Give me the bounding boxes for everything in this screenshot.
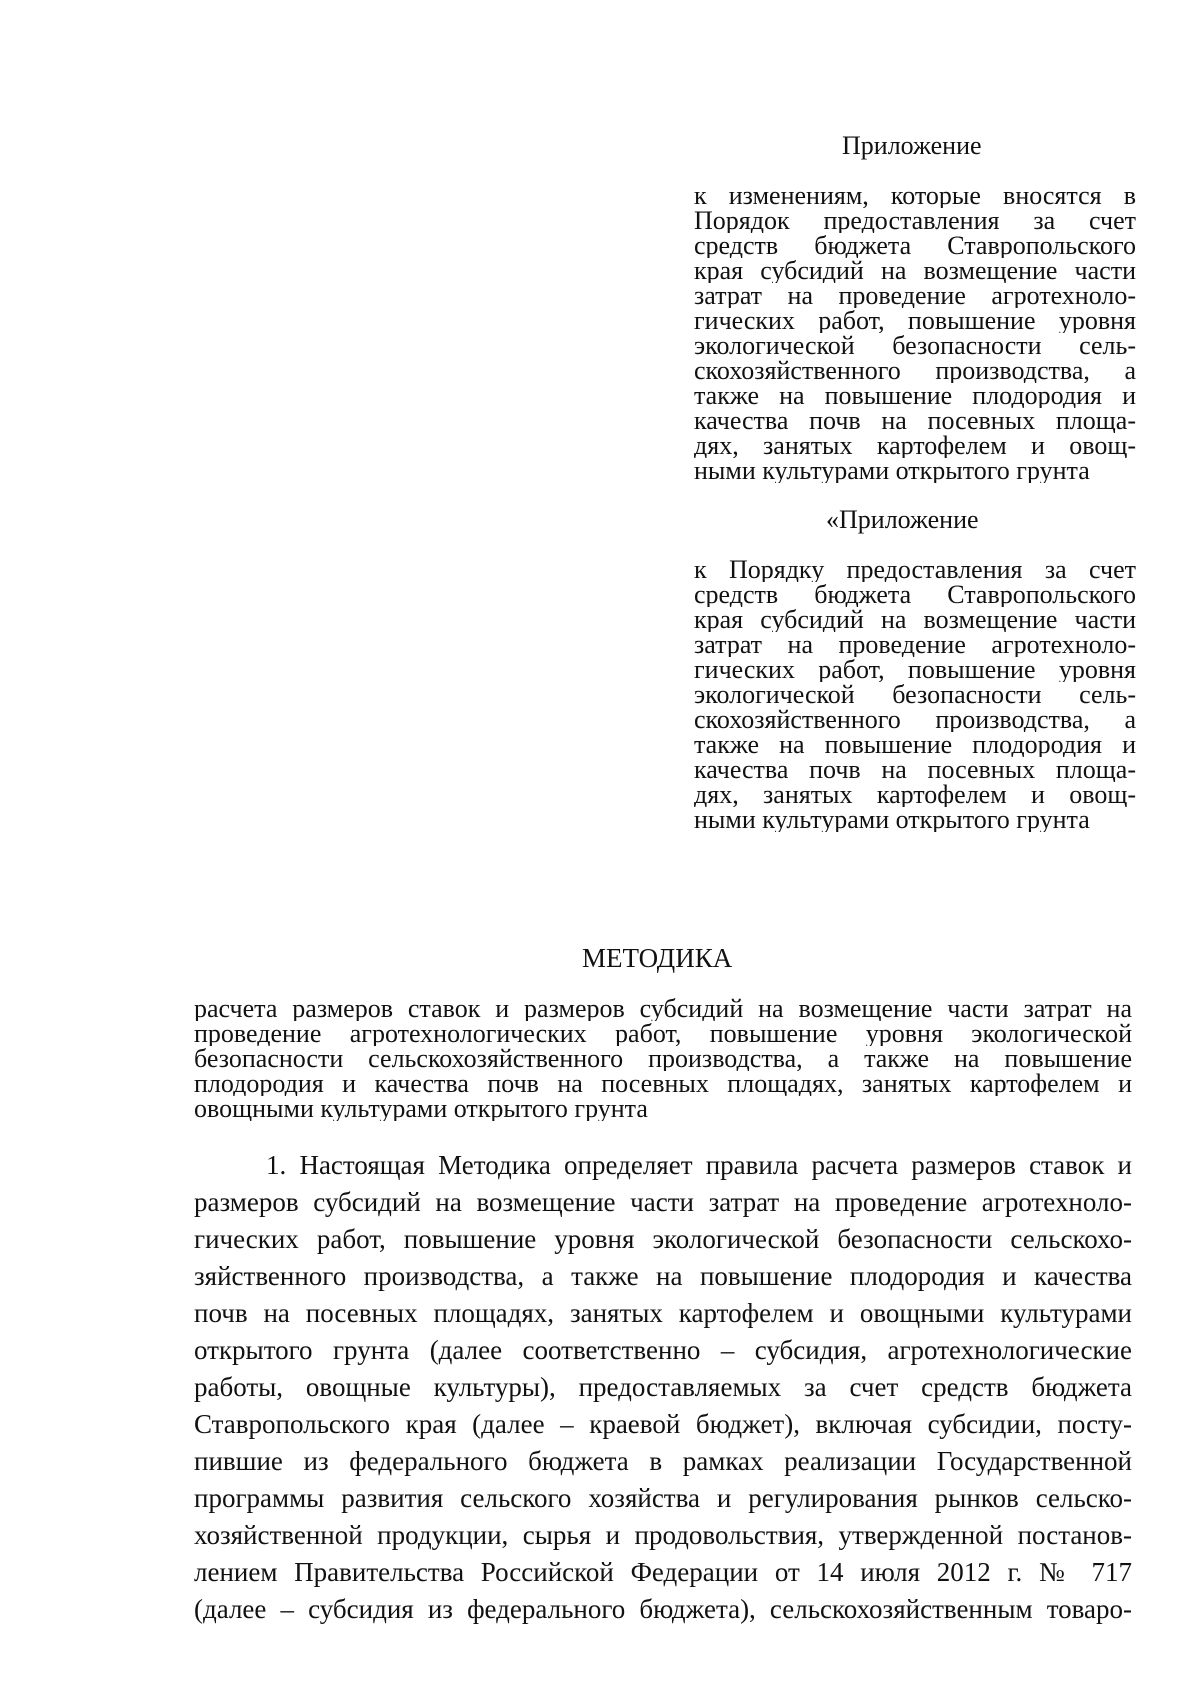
appendix-line: края субсидий на возмещение части (694, 258, 1136, 283)
body-line: пившие из федерального бюджета в рамках реализации Государственной (194, 1446, 1132, 1476)
inner-appendix-line: также на повышение плодородия и (694, 732, 1136, 757)
methodika-subtitle-line: проведение агротехнологических работ, повышение уровня экологической (194, 1021, 1132, 1046)
inner-appendix-line: скохозяйственного производства, а (694, 707, 1136, 732)
body-line: открытого грунта (далее соответственно – субсидия, агротехнологические (194, 1335, 1132, 1365)
body-line: (далее – субсидия из федерального бюджета), сельскохозяйственным товаро- (194, 1594, 1132, 1624)
body-line: лением Правительства Российской Федерации от 14 июля 2012 г. № 717 (194, 1557, 1132, 1587)
appendix-title: Приложение (842, 131, 982, 160)
inner-appendix-line: экологической безопасности сель- (694, 682, 1136, 707)
appendix-line: к изменениям, которые вносятся в (694, 183, 1136, 208)
body-line: 1. Настоящая Методика определяет правила расчета размеров ставок и (266, 1150, 1132, 1180)
methodika-subtitle (194, 996, 1132, 1121)
inner-appendix-line: ными культурами открытого грунта (694, 807, 1090, 832)
inner-appendix-line: качества почв на посевных площа- (694, 757, 1136, 782)
body-paragraph (194, 1147, 1132, 1628)
appendix-line: ными культурами открытого грунта (694, 458, 1090, 483)
inner-appendix-description (694, 557, 1136, 832)
appendix-line: затрат на проведение агротехноло- (694, 283, 1136, 308)
methodika-subtitle-line: расчета размеров ставок и размеров субсидий на возмещение части затрат на (194, 996, 1132, 1021)
methodika-title: МЕТОДИКА (582, 943, 733, 973)
methodika-subtitle-line: овощными культурами открытого грунта (194, 1096, 648, 1121)
appendix-line: также на повышение плодородия и (694, 383, 1136, 408)
inner-appendix-line: края субсидий на возмещение части (694, 607, 1136, 632)
appendix-line: дях, занятых картофелем и овощ- (694, 433, 1136, 458)
methodika-subtitle-line: безопасности сельскохозяйственного производства, а также на повышение (194, 1046, 1132, 1071)
inner-appendix-title: «Приложение (826, 505, 979, 534)
body-line: Ставропольского края (далее – краевой бюджет), включая субсидии, посту- (194, 1409, 1132, 1439)
inner-appendix-line: затрат на проведение агротехноло- (694, 632, 1136, 657)
appendix-description (694, 183, 1136, 483)
inner-appendix-line: дях, занятых картофелем и овощ- (694, 782, 1136, 807)
appendix-line: скохозяйственного производства, а (694, 358, 1136, 383)
body-line: размеров субсидий на возмещение части затрат на проведение агротехноло- (194, 1187, 1132, 1217)
appendix-line: средств бюджета Ставропольского (694, 233, 1136, 258)
appendix-line: гических работ, повышение уровня (694, 308, 1136, 333)
body-line: работы, овощные культуры), предоставляемых за счет средств бюджета (194, 1372, 1132, 1402)
methodika-subtitle-line: плодородия и качества почв на посевных площадях, занятых картофелем и (194, 1071, 1132, 1096)
body-line: программы развития сельского хозяйства и регулирования рынков сельско- (194, 1483, 1132, 1513)
body-line: хозяйственной продукции, сырья и продовольствия, утвержденной постанов- (194, 1520, 1132, 1550)
appendix-line: качества почв на посевных площа- (694, 408, 1136, 433)
inner-appendix-line: к Порядку предоставления за счет (694, 557, 1136, 582)
inner-appendix-line: гических работ, повышение уровня (694, 657, 1136, 682)
appendix-line: Порядок предоставления за счет (694, 208, 1136, 233)
body-line: зяйственного производства, а также на повышение плодородия и качества (194, 1261, 1132, 1291)
body-line: почв на посевных площадях, занятых картофелем и овощными культурами (194, 1298, 1132, 1328)
body-line: гических работ, повышение уровня экологической безопасности сельскохо- (194, 1224, 1132, 1254)
inner-appendix-line: средств бюджета Ставропольского (694, 582, 1136, 607)
appendix-line: экологической безопасности сель- (694, 333, 1136, 358)
